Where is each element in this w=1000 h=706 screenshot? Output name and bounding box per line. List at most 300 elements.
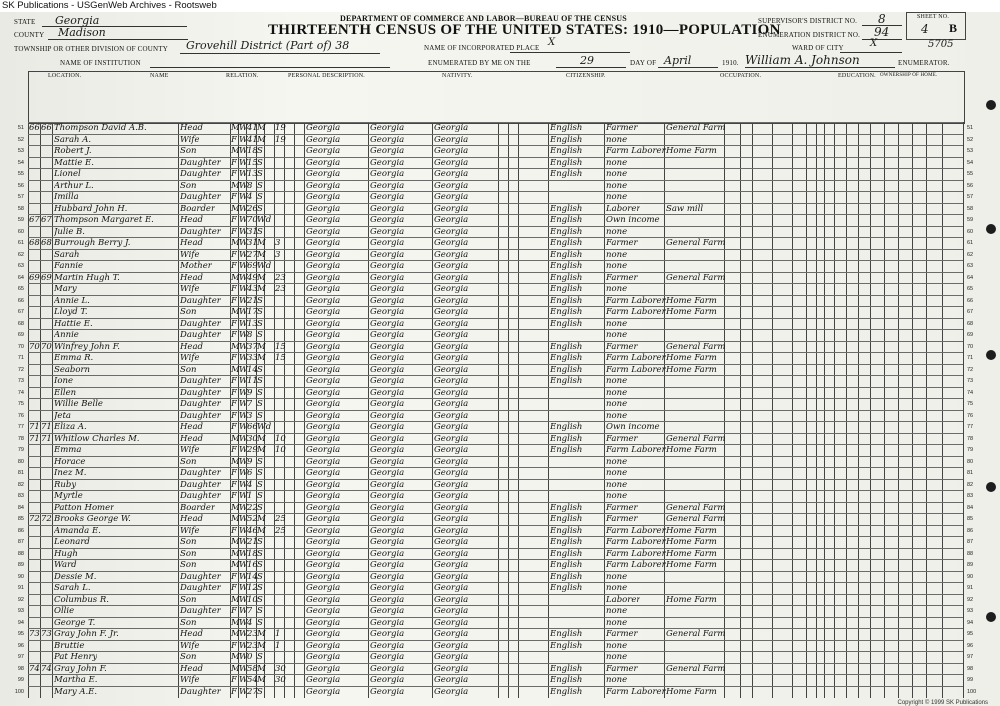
cell-fb: Georgia	[370, 387, 405, 398]
cell-ms: M	[257, 341, 266, 352]
cell-fm: 67	[41, 215, 52, 225]
cell-fb: Georgia	[370, 341, 405, 352]
cell-sex: F	[231, 157, 237, 168]
cell-sex: F	[231, 479, 237, 490]
row-number-right: 69	[967, 332, 974, 338]
table-row	[28, 237, 963, 238]
day-underline	[556, 67, 626, 68]
table-row	[28, 582, 963, 583]
cell-rel: Son	[180, 364, 197, 375]
cell-lang: English	[550, 134, 583, 145]
cell-mb: Georgia	[434, 502, 469, 513]
cell-age: 31	[247, 238, 258, 248]
cell-rel: Wife	[180, 640, 200, 651]
cell-ms: S	[257, 307, 263, 317]
census-table	[14, 122, 977, 698]
cell-ms: S	[257, 318, 263, 329]
table-row	[28, 548, 963, 549]
cell-occ: Farm Laborer	[606, 307, 666, 317]
row-number-right: 94	[967, 619, 974, 626]
cell-mb: Georgia	[434, 652, 469, 662]
binder-hole	[986, 224, 996, 234]
cell-fm: 69	[41, 272, 52, 283]
cell-fb: Georgia	[370, 180, 405, 191]
cell-born: Georgia	[306, 583, 341, 593]
cell-sex: F	[231, 399, 237, 409]
cell-age: 27	[247, 249, 258, 260]
cell-occ: none	[606, 157, 628, 168]
state-value: Georgia	[55, 14, 100, 27]
cell-ms: S	[257, 456, 263, 467]
cell-fb: Georgia	[370, 617, 405, 628]
cell-age: 13	[247, 318, 258, 329]
cell-rel: Daughter	[180, 295, 221, 306]
row-number-right: 92	[967, 596, 974, 603]
cell-born: Georgia	[306, 364, 341, 375]
cell-dw: 68	[29, 238, 40, 248]
table-row	[28, 249, 963, 250]
cell-mb: Georgia	[434, 686, 469, 697]
cell-lang: English	[550, 560, 583, 570]
cell-age: 9	[247, 456, 253, 467]
cell-sex: F	[231, 571, 237, 582]
cell-mb: Georgia	[434, 445, 469, 455]
cell-name: Bruttie	[54, 640, 85, 651]
cell-fb: Georgia	[370, 663, 405, 674]
cell-race: W	[239, 560, 248, 570]
cell-lang: English	[550, 583, 583, 593]
cell-mb: Georgia	[434, 341, 469, 352]
cell-rel: Son	[180, 180, 197, 191]
row-number-right: 66	[967, 297, 974, 304]
cell-occ: Own income	[606, 215, 660, 225]
cell-lang: English	[550, 502, 583, 513]
cell-ms: S	[257, 560, 263, 570]
cell-name: Thompson David A.B.	[54, 123, 147, 133]
cell-yrs: 19	[275, 123, 286, 133]
cell-dw: 69	[29, 272, 40, 283]
cell-mb: Georgia	[434, 192, 469, 202]
cell-born: Georgia	[306, 238, 341, 248]
cell-race: W	[239, 629, 248, 639]
row-number: 100	[14, 688, 24, 695]
row-number: 83	[17, 493, 24, 499]
row-number-right: 64	[967, 274, 974, 281]
cell-occ: none	[606, 399, 628, 409]
cell-age: 11	[247, 376, 258, 386]
cell-rel: Head	[180, 629, 203, 639]
cell-lang: English	[550, 537, 583, 547]
row-number: 92	[17, 596, 24, 603]
cell-occ: none	[606, 249, 628, 260]
cell-name: Gray John F. Jr.	[54, 629, 119, 639]
cell-race: W	[239, 422, 248, 432]
cell-ind: Saw mill	[666, 203, 704, 214]
cell-fm: 66	[41, 123, 52, 133]
cell-born: Georgia	[306, 502, 341, 513]
cell-name: Lloyd T.	[54, 307, 88, 317]
cell-born: Georgia	[306, 249, 341, 260]
cell-occ: Farmer	[606, 629, 638, 639]
cell-rel: Daughter	[180, 491, 221, 501]
cell-age: 66	[247, 422, 258, 432]
cell-sex: F	[231, 226, 237, 237]
cell-lang: English	[550, 215, 583, 225]
col-personal: PERSONAL DESCRIPTION.	[288, 73, 365, 79]
cell-lang: English	[550, 422, 583, 432]
cell-fb: Georgia	[370, 537, 405, 547]
cell-name: Leonard	[54, 537, 90, 547]
cell-name: Dessie M.	[54, 571, 97, 582]
cell-yrs: 10	[275, 445, 286, 455]
cell-mb: Georgia	[434, 284, 469, 294]
cell-age: 6	[247, 468, 253, 478]
table-row	[28, 341, 963, 342]
cell-age: 29	[247, 445, 258, 455]
cell-name: Mary	[54, 284, 77, 294]
cell-age: 9	[247, 387, 253, 398]
census-title: THIRTEENTH CENSUS OF THE UNITED STATES: 1910—POPULATION	[268, 22, 781, 38]
table-row	[28, 444, 963, 445]
cell-race: W	[239, 307, 248, 317]
cell-ms: S	[257, 617, 263, 628]
cell-born: Georgia	[306, 640, 341, 651]
cell-age: 12	[247, 583, 258, 593]
cell-lang: English	[550, 238, 583, 248]
county-label: COUNTY	[14, 31, 45, 39]
cell-dw: 70	[29, 341, 40, 352]
ward-value: X	[870, 38, 878, 49]
cell-ind: Home Farm	[666, 686, 717, 697]
cell-mb: Georgia	[434, 514, 469, 524]
row-number: 78	[17, 435, 24, 442]
row-number-right: 67	[967, 309, 974, 315]
cell-age: 14	[247, 364, 258, 375]
table-row	[28, 410, 963, 411]
cell-ms: S	[257, 594, 263, 605]
cell-ms: S	[257, 410, 263, 421]
cell-rel: Daughter	[180, 387, 221, 398]
row-number: 76	[17, 412, 24, 419]
row-number-right: 74	[967, 389, 974, 396]
cell-sex: F	[231, 318, 237, 329]
cell-fb: Georgia	[370, 203, 405, 214]
cell-sex: F	[231, 134, 237, 145]
cell-mb: Georgia	[434, 123, 469, 133]
cell-sex: F	[231, 376, 237, 386]
institution-underline	[150, 67, 390, 68]
incorporated-label: NAME OF INCORPORATED PLACE	[424, 44, 540, 52]
ed-underline	[862, 39, 902, 40]
cell-sex: M	[231, 548, 240, 559]
cell-born: Georgia	[306, 686, 341, 697]
cell-sex: M	[231, 537, 240, 547]
cell-fb: Georgia	[370, 307, 405, 317]
row-number-right: 57	[967, 194, 974, 200]
table-row	[28, 536, 963, 537]
cell-born: Georgia	[306, 261, 341, 271]
row-number: 57	[17, 194, 24, 200]
cell-race: W	[239, 583, 248, 593]
cell-race: W	[239, 675, 248, 685]
row-number-right: 63	[967, 263, 974, 269]
cell-mb: Georgia	[434, 261, 469, 271]
row-number: 98	[17, 665, 24, 672]
cell-lang: English	[550, 353, 583, 363]
cell-fb: Georgia	[370, 606, 405, 616]
cell-rel: Daughter	[180, 226, 221, 237]
cell-age: 16	[247, 560, 258, 570]
row-number-right: 85	[967, 516, 974, 522]
cell-age: 10	[247, 594, 258, 605]
enumerated-label: ENUMERATED BY ME ON THE	[428, 59, 531, 67]
cell-lang: English	[550, 146, 583, 156]
cell-age: 7	[247, 606, 253, 616]
cell-born: Georgia	[306, 157, 341, 168]
row-number: 64	[17, 274, 24, 281]
cell-occ: Farmer	[606, 123, 638, 133]
cell-age: 4	[247, 479, 253, 490]
cell-occ: Own income	[606, 422, 660, 432]
cell-fb: Georgia	[370, 629, 405, 639]
cell-fm: 72	[41, 514, 52, 524]
cell-sex: F	[231, 675, 237, 685]
row-number: 93	[17, 608, 24, 614]
cell-age: 8	[247, 330, 253, 340]
county-value: Madison	[58, 26, 106, 39]
cell-fb: Georgia	[370, 123, 405, 133]
cell-born: Georgia	[306, 318, 341, 329]
cell-occ: none	[606, 583, 628, 593]
col-ownership: OWNERSHIP OF HOME.	[880, 73, 938, 78]
cell-born: Georgia	[306, 330, 341, 340]
cell-mb: Georgia	[434, 249, 469, 260]
enumerated-year: 1910.	[722, 59, 739, 67]
cell-fm: 73	[41, 629, 52, 639]
cell-race: W	[239, 399, 248, 409]
row-number-right: 100	[967, 688, 977, 695]
row-number: 72	[17, 366, 24, 373]
cell-name: Pat Henry	[54, 652, 98, 662]
cell-sex: M	[231, 629, 240, 639]
row-number: 94	[17, 619, 24, 626]
cell-race: W	[239, 284, 248, 294]
cell-born: Georgia	[306, 123, 341, 133]
cell-lang: English	[550, 123, 583, 133]
township-label: TOWNSHIP OR OTHER DIVISION OF COUNTY	[14, 45, 169, 53]
enumerated-day: 29	[580, 54, 594, 67]
cell-mb: Georgia	[434, 583, 469, 593]
cell-occ: Laborer	[606, 203, 641, 214]
cell-rel: Son	[180, 594, 197, 605]
cell-fb: Georgia	[370, 226, 405, 237]
cell-ind: General Farm	[666, 663, 726, 674]
cell-age: 14	[247, 571, 258, 582]
cell-ind: Home Farm	[666, 364, 717, 375]
cell-lang: English	[550, 307, 583, 317]
cell-ms: S	[257, 537, 263, 547]
enumerator-name: William A. Johnson	[745, 53, 860, 67]
cell-born: Georgia	[306, 433, 341, 444]
cell-name: Winfrey John F.	[54, 341, 120, 352]
cell-occ: none	[606, 652, 628, 662]
cell-ind: Home Farm	[666, 537, 717, 547]
cell-lang: English	[550, 548, 583, 559]
cell-fb: Georgia	[370, 146, 405, 156]
cell-occ: Farm Laborer	[606, 560, 666, 570]
cell-rel: Wife	[180, 134, 200, 145]
row-number-right: 60	[967, 228, 974, 235]
cell-mb: Georgia	[434, 606, 469, 616]
cell-occ: none	[606, 456, 628, 467]
cell-race: W	[239, 146, 248, 156]
cell-mb: Georgia	[434, 330, 469, 340]
sheet-number-box	[906, 12, 966, 40]
cell-rel: Wife	[180, 353, 200, 363]
cell-race: W	[239, 272, 248, 283]
cell-lang: English	[550, 157, 583, 168]
cell-race: W	[239, 180, 248, 191]
cell-rel: Boarder	[180, 203, 216, 214]
cell-race: W	[239, 525, 248, 536]
cell-race: W	[239, 387, 248, 398]
county-underline	[48, 39, 188, 40]
cell-mb: Georgia	[434, 399, 469, 409]
cell-name: Martha E.	[54, 675, 98, 685]
cell-sex: F	[231, 491, 237, 501]
row-number: 60	[17, 228, 24, 235]
row-number: 63	[17, 263, 24, 269]
cell-born: Georgia	[306, 307, 341, 317]
cell-name: Burrough Berry J.	[54, 238, 131, 248]
cell-sex: F	[231, 606, 237, 616]
cell-yrs: 19	[275, 134, 286, 145]
cell-ms: S	[257, 192, 263, 202]
table-row	[28, 490, 963, 491]
cell-occ: none	[606, 491, 628, 501]
cell-race: W	[239, 433, 248, 444]
cell-age: 41	[247, 123, 258, 133]
row-number: 80	[17, 458, 24, 465]
cell-ms: M	[257, 353, 266, 363]
cell-occ: Farm Laborer	[606, 445, 666, 455]
cell-occ: Farm Laborer	[606, 146, 666, 156]
cell-rel: Daughter	[180, 410, 221, 421]
col-citizenship: CITIZENSHIP.	[566, 73, 606, 79]
row-number-right: 61	[967, 240, 974, 246]
row-number: 52	[17, 136, 24, 143]
row-number: 82	[17, 481, 24, 488]
cell-ms: S	[257, 169, 263, 179]
cell-dw: 72	[29, 514, 40, 524]
cell-lang: English	[550, 686, 583, 697]
cell-name: Emma R.	[54, 353, 94, 363]
sheet-half: B	[949, 21, 958, 35]
cell-age: 70	[247, 215, 258, 225]
cell-name: Myrtle	[54, 491, 83, 501]
row-number: 79	[17, 447, 24, 453]
cell-name: Martin Hugh T.	[54, 272, 120, 283]
cell-age: 18	[247, 146, 258, 156]
cell-born: Georgia	[306, 353, 341, 363]
cell-occ: none	[606, 617, 628, 628]
cell-age: 4	[247, 192, 253, 202]
row-number-right: 73	[967, 378, 974, 384]
table-row	[28, 283, 963, 284]
table-row	[28, 571, 963, 572]
cell-fb: Georgia	[370, 491, 405, 501]
table-column-rule	[963, 122, 964, 698]
cell-lang: English	[550, 249, 583, 260]
cell-name: Sarah	[54, 249, 80, 260]
cell-sex: F	[231, 169, 237, 179]
row-number: 86	[17, 527, 24, 534]
cell-mb: Georgia	[434, 560, 469, 570]
cell-ms: S	[257, 479, 263, 490]
cell-ind: General Farm	[666, 433, 726, 444]
cell-sex: M	[231, 433, 240, 444]
table-row	[28, 605, 963, 606]
cell-sex: M	[231, 146, 240, 156]
cell-occ: none	[606, 606, 628, 616]
cell-age: 15	[247, 157, 258, 168]
cell-fm: 71	[41, 422, 52, 432]
cell-ms: M	[257, 640, 266, 651]
cell-lang: English	[550, 261, 583, 271]
cell-born: Georgia	[306, 548, 341, 559]
cell-ind: Home Farm	[666, 307, 717, 317]
cell-age: 41	[247, 134, 258, 145]
cell-ind: Home Farm	[666, 445, 717, 455]
cell-mb: Georgia	[434, 433, 469, 444]
cell-ms: S	[257, 203, 263, 214]
row-number: 84	[17, 504, 24, 511]
cell-lang: English	[550, 629, 583, 639]
cell-sex: M	[231, 123, 240, 133]
cell-born: Georgia	[306, 203, 341, 214]
cell-rel: Daughter	[180, 192, 221, 202]
cell-fb: Georgia	[370, 376, 405, 386]
binder-hole	[986, 482, 996, 492]
table-row	[28, 433, 963, 434]
row-number-right: 72	[967, 366, 974, 373]
row-number-right: 58	[967, 205, 974, 212]
row-number: 56	[17, 182, 24, 189]
cell-age: 21	[247, 537, 258, 547]
cell-age: 4	[247, 617, 253, 628]
cell-name: Mattie E.	[54, 157, 94, 168]
cell-sex: M	[231, 502, 240, 513]
cell-born: Georgia	[306, 387, 341, 398]
cell-name: Inez M.	[54, 468, 87, 478]
row-number: 59	[17, 217, 24, 223]
cell-occ: Farmer	[606, 341, 638, 352]
cell-rel: Boarder	[180, 502, 216, 513]
cell-lang: English	[550, 376, 583, 386]
row-number-right: 70	[967, 343, 974, 350]
cell-yrs: 3	[275, 249, 281, 260]
cell-ms: S	[257, 583, 263, 593]
cell-age: 8	[247, 180, 253, 191]
row-number-right: 96	[967, 642, 974, 649]
cell-occ: none	[606, 318, 628, 329]
cell-race: W	[239, 594, 248, 605]
row-number-right: 82	[967, 481, 974, 488]
cell-ms: M	[257, 134, 266, 145]
cell-sex: M	[231, 272, 240, 283]
cell-ind: General Farm	[666, 238, 726, 248]
cell-rel: Daughter	[180, 399, 221, 409]
